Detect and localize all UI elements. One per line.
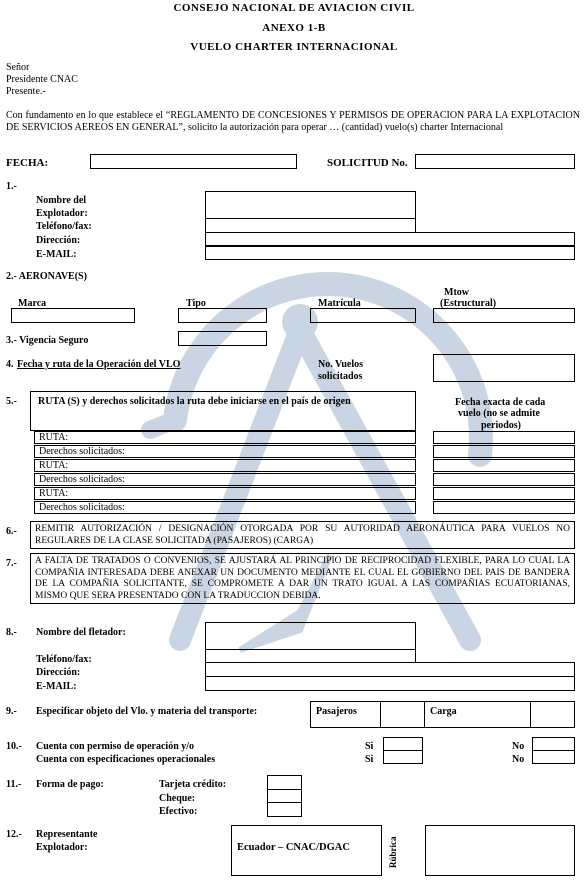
- s12-line1: Representante: [36, 829, 98, 840]
- header-annex: ANEXO 1-B: [262, 22, 326, 34]
- s9-carga-check[interactable]: [531, 702, 574, 727]
- salutation-line2: Presidente CNAC: [6, 74, 78, 85]
- fecha-field[interactable]: [90, 154, 297, 169]
- s1-email-label: E-MAIL:: [36, 249, 77, 260]
- s1-nombre-line1: Nombre del: [36, 195, 87, 206]
- s10-si-check-1[interactable]: [383, 737, 423, 751]
- salutation-line3: Presente.-: [6, 86, 46, 97]
- s5-fecha-cell-1[interactable]: [433, 431, 575, 444]
- s2-matricula-field[interactable]: [310, 308, 416, 323]
- s5-fecha-cell-2[interactable]: [433, 445, 575, 458]
- s9-pasajeros-check[interactable]: [381, 702, 424, 727]
- s12-box-text: Ecuador – CNAC/DGAC: [237, 842, 350, 853]
- s11-tarjeta-check[interactable]: [267, 775, 302, 790]
- s12-rubrica-box[interactable]: [425, 825, 575, 876]
- s2-tipo-label: Tipo: [186, 298, 206, 309]
- s10-no-check-2[interactable]: [532, 750, 575, 764]
- s1-telefono-field[interactable]: [205, 218, 416, 233]
- s2-mtow-line2: (Estructural): [440, 298, 497, 309]
- s9-pasajeros-label: Pasajeros: [316, 706, 357, 717]
- s11-tarjeta-label: Tarjeta crédito:: [159, 779, 227, 790]
- header-council: CONSEJO NACIONAL DE AVIACION CIVIL: [173, 2, 415, 14]
- s5-row-ruta-1[interactable]: RUTA:: [34, 431, 416, 444]
- solicitud-field[interactable]: [415, 154, 575, 169]
- s4-vuelos-field[interactable]: [433, 354, 575, 382]
- s10-line1: Cuenta con permiso de operación y/o: [36, 741, 195, 752]
- s5-fecha-cell-5[interactable]: [433, 487, 575, 500]
- s2-mtow-line1: Mtow: [444, 287, 469, 298]
- s9-carga-label: Carga: [430, 706, 457, 717]
- s11-cheque-label: Cheque:: [159, 793, 196, 804]
- s9-divider-2: [424, 701, 425, 728]
- s2-marca-field[interactable]: [11, 308, 135, 323]
- s5-fecha-line2: vuelo (no se admite: [458, 408, 540, 419]
- s5-row-derechos-2[interactable]: Derechos solicitados:: [34, 473, 416, 486]
- fecha-label: FECHA:: [6, 157, 49, 169]
- s5-fecha-cell-4[interactable]: [433, 473, 575, 486]
- s1-direccion-field[interactable]: [205, 232, 575, 246]
- s1-nombre-line2: Explotador:: [36, 208, 88, 219]
- s11-efectivo-check[interactable]: [267, 802, 302, 817]
- header-title: VUELO CHARTER INTERNACIONAL: [190, 41, 398, 53]
- s11-label: Forma de pago:: [36, 779, 104, 790]
- s9-number: 9.-: [6, 706, 17, 717]
- s12-rubrica-label: Rúbrica: [388, 836, 398, 868]
- s4-vuelos-line1: No. Vuelos: [318, 359, 364, 370]
- s5-row-ruta-2[interactable]: RUTA:: [34, 459, 416, 472]
- s1-nombre-field[interactable]: [205, 191, 416, 219]
- s1-number: 1.-: [6, 181, 17, 192]
- s8-number: 8.-: [6, 627, 17, 638]
- s11-number: 11.-: [6, 779, 22, 790]
- s12-number: 12.-: [6, 829, 22, 840]
- s5-ruta-header: RUTA (S) y derechos solicitados la ruta debe iniciarse en el país de origen: [38, 396, 351, 407]
- s4-vuelos-line2: solicitados: [318, 371, 363, 382]
- s7-notice: A FALTA DE TRATADOS O CONVENIOS, SE AJUSTARÁ AL PRINCIPIO DE RECIPROCIDAD FLEXIBLE, PARA LO CUAL LA COMPAÑIA INTERESADA DEBE ANEXAR UN DOCUMENTO MEDIANTE EL CUAL EL GOBIERNO DEL PAIS DE BANDERA DE LA COMPAÑIA SOLICITANTE, SE COMPROMETE A DAR UN TRATO IGUAL A LAS COMPAÑIAS ECUATORIANAS, MISMO QUE SERA PRESENTADO CON LA TRADUCCION DEBIDA.: [30, 553, 575, 604]
- s6-number: 6.-: [6, 526, 17, 537]
- s8-direccion-field[interactable]: [205, 662, 575, 677]
- s5-row-ruta-3[interactable]: RUTA:: [34, 487, 416, 500]
- s5-row-derechos-3[interactable]: Derechos solicitados:: [34, 501, 416, 514]
- s10-no-check-1[interactable]: [532, 737, 575, 751]
- s9-label: Especificar objeto del Vlo. y materia del transporte:: [36, 706, 258, 717]
- s10-si-label-2: Si: [365, 754, 374, 765]
- s7-number: 7.-: [6, 558, 17, 569]
- solicitud-label: SOLICITUD No.: [327, 157, 408, 169]
- s8-telefono-field[interactable]: [205, 649, 416, 663]
- s3-title: 3.- Vigencia Seguro: [6, 335, 89, 346]
- s8-telefono-label: Teléfono/fax:: [36, 654, 92, 665]
- s2-tipo-field[interactable]: [178, 308, 267, 323]
- s11-efectivo-label: Efectivo:: [159, 806, 198, 817]
- s1-email-field[interactable]: [205, 246, 575, 260]
- s5-fecha-line3: periodos): [481, 420, 521, 431]
- s4-title: Fecha y ruta de la Operación del VLO: [17, 359, 181, 370]
- s5-number: 5.-: [6, 396, 17, 407]
- s12-line2: Explotador:: [36, 842, 88, 853]
- s10-line2: Cuenta con especificaciones operacionales: [36, 754, 216, 765]
- s2-marca-label: Marca: [18, 298, 47, 309]
- s1-direccion-label: Dirección:: [36, 235, 81, 246]
- s8-email-label: E-MAIL:: [36, 681, 77, 692]
- s5-fecha-line1: Fecha exacta de cada: [455, 397, 546, 408]
- salutation-line1: Señor: [6, 62, 30, 73]
- s8-nombre-field[interactable]: [205, 622, 416, 650]
- s4-number: 4.: [6, 359, 14, 370]
- s6-notice: REMITIR AUTORIZACIÓN / DESIGNACIÓN OTORGADA POR SU AUTORIDAD AERONÁUTICA PARA VUELOS NO REGULARES DE LA CLASE SOLICITADA (PASAJEROS) (CARGA): [30, 521, 575, 549]
- s10-no-label-1: No: [512, 741, 525, 752]
- s10-no-label-2: No: [512, 754, 525, 765]
- s1-telefono-label: Teléfono/fax:: [36, 221, 92, 232]
- s8-nombre-label: Nombre del fletador:: [36, 627, 126, 638]
- s8-email-field[interactable]: [205, 676, 575, 691]
- s5-row-derechos-1[interactable]: Derechos solicitados:: [34, 445, 416, 458]
- s11-cheque-check[interactable]: [267, 789, 302, 803]
- s2-mtow-field[interactable]: [433, 308, 575, 323]
- s2-title: 2.- AERONAVE(S): [6, 271, 87, 282]
- s8-direccion-label: Dirección:: [36, 667, 81, 678]
- s2-matricula-label: Matrícula: [318, 298, 361, 309]
- intro-paragraph: Con fundamento en lo que establece el “REGLAMENTO DE CONCESIONES Y PERMISOS DE OPERACION PARA LA EXPLOTACION DE SERVICIOS AEREOS EN GENERAL”, solicito la autorización para operar … (cantidad) vuelo(s) charter Internacional: [6, 110, 580, 133]
- s10-si-check-2[interactable]: [383, 750, 423, 764]
- s10-si-label-1: Si: [365, 741, 374, 752]
- s10-number: 10.-: [6, 741, 22, 752]
- s3-seguro-field[interactable]: [178, 331, 267, 346]
- s5-fecha-cell-3[interactable]: [433, 459, 575, 472]
- s5-fecha-cell-6[interactable]: [433, 501, 575, 514]
